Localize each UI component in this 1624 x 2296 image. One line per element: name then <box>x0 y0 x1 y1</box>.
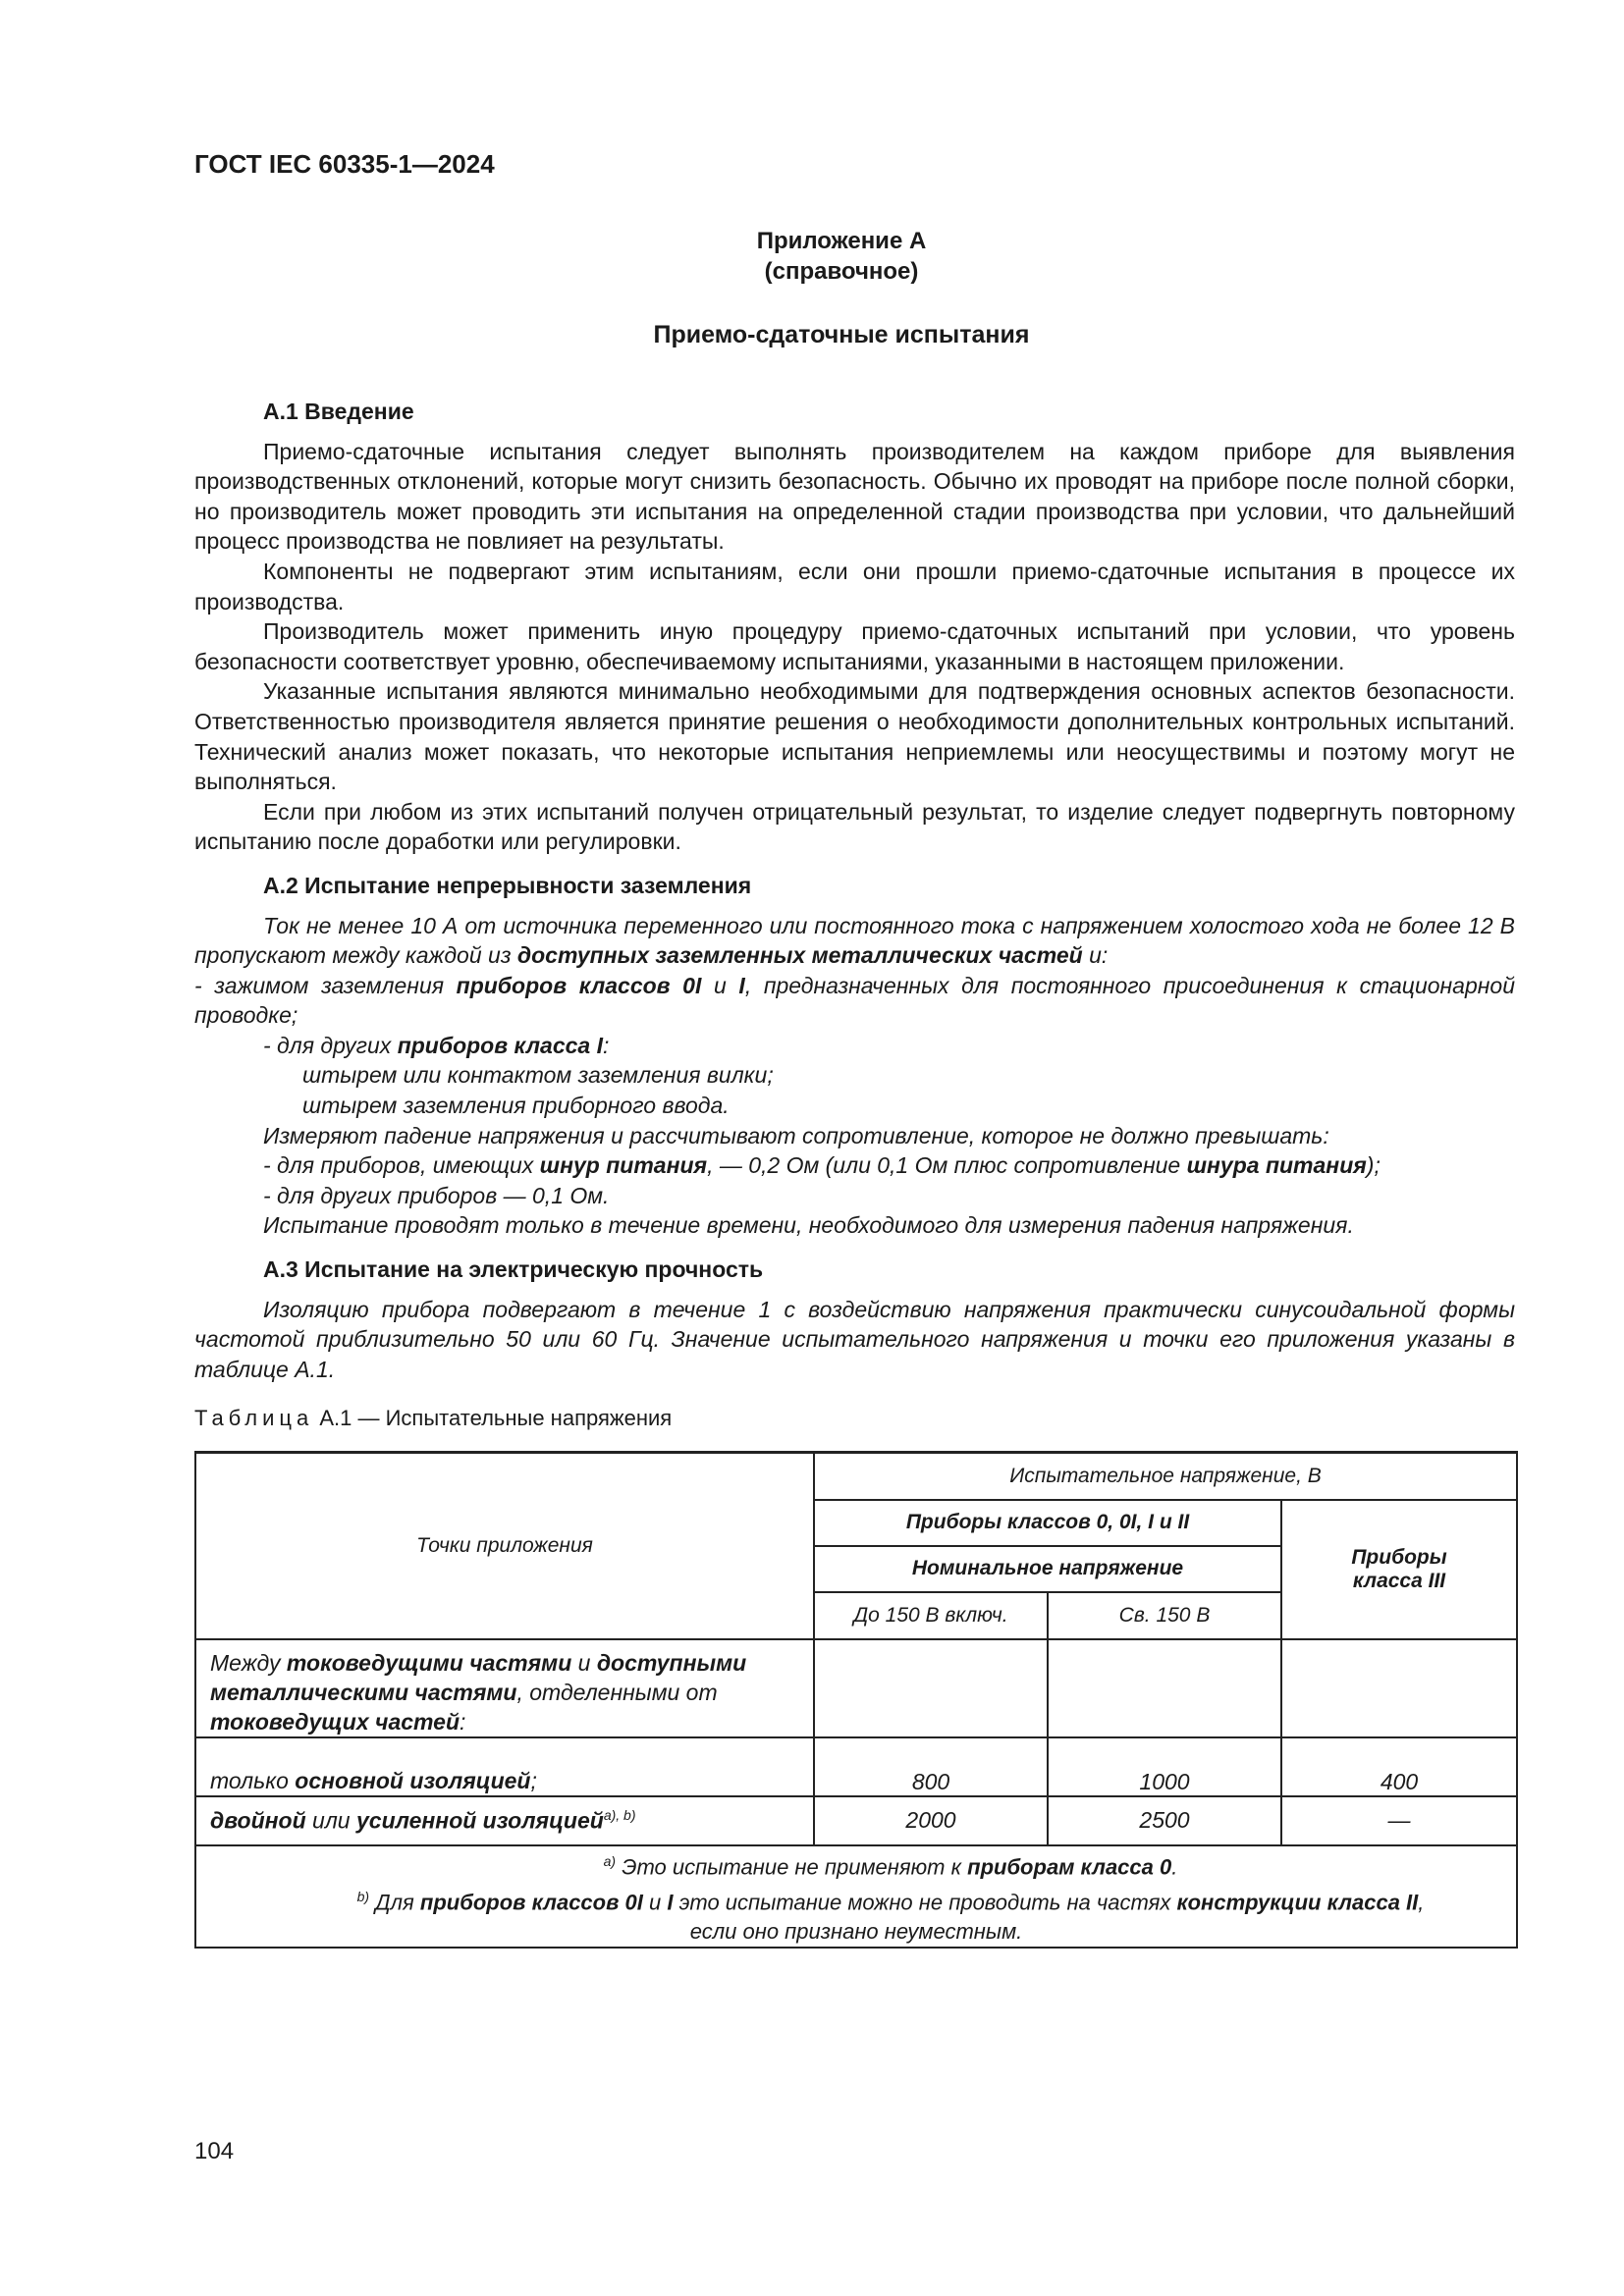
section-a2-sublist-item: штырем или контактом заземления вилки; <box>302 1062 774 1089</box>
document-header: ГОСТ IEC 60335-1—2024 <box>194 149 495 179</box>
appendix-note: (справочное) <box>764 258 919 285</box>
appendix-title: Приложение А <box>756 228 927 254</box>
document-body <box>194 397 1515 1384</box>
header-test-voltage: Испытательное напряжение, В <box>814 1453 1517 1500</box>
cell-value: 800 <box>814 1737 1048 1796</box>
header-nominal-voltage: Номинальное напряжение <box>814 1546 1281 1592</box>
cell-value: 2000 <box>814 1796 1048 1845</box>
section-a2-paragraph: Ток не менее 10 А от источника переменного или постоянного тока с напряжением холостого хода не более 12 В пропускают между каждой из доступных заземленных металлических частей и: <box>194 912 1515 969</box>
section-a2-heading: А.2 Испытание непрерывности заземления <box>263 872 752 898</box>
page-number: 104 <box>194 2138 235 2164</box>
header-classes: Приборы классов 0, 0I, I и II <box>814 1500 1281 1546</box>
footnote-a: $^{a)}$ Это испытание не применяют к приборам класса 0. <box>603 1852 1178 1879</box>
header-over-150: Св. 150 В <box>1048 1592 1281 1639</box>
section-a2-paragraph: Измеряют падение напряжения и рассчитывают сопротивление, которое не должно превышать: <box>263 1122 1329 1148</box>
section-a1-heading: А.1 Введение <box>263 399 414 424</box>
table-row-double-insulation: двойной или усиленной изоляцией$^{a), b)}$ <box>195 1796 814 1845</box>
section-a2-list-item: - для других приборов класса I: <box>263 1032 610 1058</box>
cell-value: — <box>1281 1796 1517 1845</box>
header-class3: Приборы класса III <box>1281 1500 1517 1639</box>
header-up-to-150: До 150 В включ. <box>814 1592 1048 1639</box>
section-a2-sublist-item: штырем заземления приборного ввода. <box>302 1093 730 1119</box>
footnote-b: $^{b)}$ Для приборов классов 0I и I это испытание можно не проводить на частях конструкции класса II, <box>356 1888 1425 1915</box>
section-a1-paragraph: Приемо-сдаточные испытания следует выполнять производителем на каждом приборе для выявления производственных отклонений, которые могут снизить безопасность. Обычно их проводят на приборе после полной сборки, но производитель может проводить эти испытания на определенной стадии производства при условии, что дальнейший процесс производства не повлияет на результаты. <box>194 438 1515 555</box>
table-caption: Таблица А.1 — Испытательные напряжения <box>194 1406 673 1430</box>
table-row-intro: Между токоведущими частями и доступными металлическими частями, отделенными от токоведущих частей: <box>195 1639 814 1737</box>
section-a2-list-item: - для приборов, имеющих шнур питания, — 0,2 Ом (или 0,1 Ом плюс сопротивление шнура питания); <box>263 1152 1380 1179</box>
section-a3-paragraph: Изоляцию прибора подвергают в течение 1 с воздействию напряжения практически синусоидальной формы частотой приблизительно 50 или 60 Гц. Значение испытательного напряжения и точки его приложения указаны в таблице А.1. <box>194 1296 1515 1382</box>
cell-value: 1000 <box>1048 1737 1281 1796</box>
cell-value: 400 <box>1281 1737 1517 1796</box>
section-a2-list-item: - для других приборов — 0,1 Ом. <box>263 1182 610 1208</box>
section-a2-list-item: - зажимом заземления приборов классов 0I и I, предназначенных для постоянного присоединения к стационарной проводке; <box>194 972 1516 1029</box>
section-a2-paragraph: Испытание проводят только в течение времени, необходимого для измерения падения напряжения. <box>263 1212 1354 1239</box>
section-a1-paragraph: Указанные испытания являются минимально необходимыми для подтверждения основных аспектов безопасности. Ответственностью производителя является принятие решения о необходимости дополнительных контрольных испытаний. Технический анализ может показать, что некоторые испытания неприемлемы или неосуществимы и поэтому могут не выполняться. <box>194 678 1515 795</box>
section-a3-heading: А.3 Испытание на электрическую прочность <box>263 1256 764 1283</box>
appendix-subject-title: Приемо-сдаточные испытания <box>653 321 1030 348</box>
header-points: Точки приложения <box>195 1453 814 1639</box>
section-a1-paragraph: Компоненты не подвергают этим испытаниям, если они прошли приемо-сдаточные испытания в процессе их производства. <box>194 558 1515 614</box>
section-a1-paragraph: Производитель может применить иную процедуру приемо-сдаточных испытаний при условии, что уровень безопасности соответствует уровню, обеспечиваемому испытаниями, указанными в настоящем приложении. <box>194 618 1515 674</box>
table-footnotes <box>195 1845 1517 1949</box>
footnote-b-continuation: если оно признано неуместным. <box>689 1919 1023 1945</box>
cell-value: 2500 <box>1048 1796 1281 1845</box>
table-row-basic-insulation: только основной изоляцией; <box>195 1737 814 1796</box>
section-a1-paragraph: Если при любом из этих испытаний получен отрицательный результат, то изделие следует подвергнуть повторному испытанию после доработки или регулировки. <box>194 798 1515 855</box>
appendix-heading <box>0 226 1624 287</box>
test-voltage-table <box>194 1451 1518 1949</box>
